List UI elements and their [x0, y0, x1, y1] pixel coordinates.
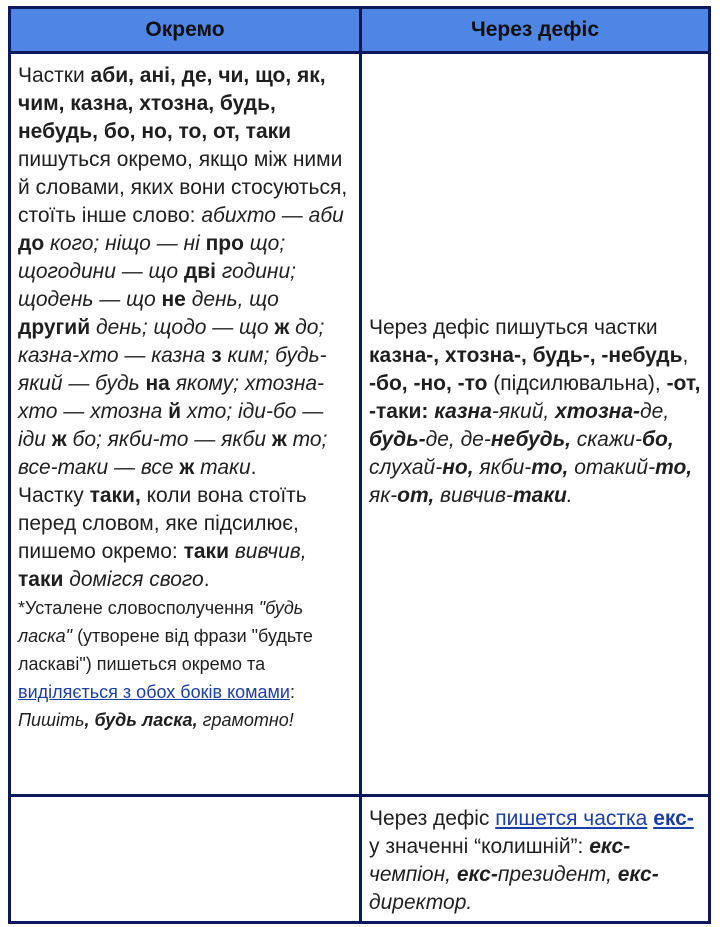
header-hyphen-label: Через дефіс — [470, 18, 600, 41]
bud-laska-note: *Усталене словосполучення "будь ласка" (утворене від фрази "будьте ласкаві") пишеться окремо та виділяється з обох боків комами: Пишіть, будь ласка, грамотно! — [18, 598, 313, 730]
header-hyphen — [362, 9, 708, 51]
commas-link[interactable]: виділяється з обох боків комами — [18, 682, 290, 702]
eks-link[interactable]: екс- — [653, 807, 694, 830]
cell-separate — [18, 62, 352, 734]
cell-hyphen — [369, 314, 703, 510]
cell-eks — [369, 805, 703, 917]
particle-link[interactable]: пишется частка — [495, 807, 648, 830]
hyphen-examples: казна-який, хтозна-де, будь-де, де-небудь, скажи-бо, слухай-но, якби-то, отакий-то, як-от, вивчив-таки. — [369, 400, 693, 507]
separate-rule: Частки аби, ані, де, чи, що, як, чим, казна, хтозна, будь, небудь, бо, но, то, от, таки пишуться окремо, якщо між ними й словами, яких вони стосуються, стоїть інше слово: абихто — аби до кого; ніщо — ні про що; щогодини — що дві години; щодень — що не день, що другий день; щодо — що ж до; казна-хто — казна з ким; будь-який — будь на якому; хтозна-хто — хтозна й хто; іди-бо — іди ж бо; якби-то — якби ж то; все-таки — все ж таки. — [18, 64, 348, 479]
header-separate-label: Окремо — [145, 18, 225, 41]
header-divider — [11, 51, 708, 54]
taky-rule: Частку таки, коли вона стоїть перед словом, яке підсилює, пишемо окремо: таки вивчив, таки домігся свого. — [18, 484, 307, 591]
hyphen-rule: Через дефіс пишуться частки казна-, хтозна-, будь-, -небудь, -бо, -но, -то (підсилювальна), -от, -таки: казна-який, хтозна-де, будь-де, де-небудь, скажи-бо, слухай-но, якби-то, отакий-то, як-от, вивчив-таки. — [369, 316, 701, 507]
header-separate — [11, 9, 359, 51]
cell-empty — [18, 805, 352, 915]
eks-rule: Через дефіс пишется частка екс- у значенні “колишній”: екс-чемпіон, екс-президент, екс-директор. — [369, 807, 694, 914]
column-divider — [359, 9, 362, 921]
rules-table — [8, 6, 711, 924]
row-divider — [11, 794, 708, 797]
